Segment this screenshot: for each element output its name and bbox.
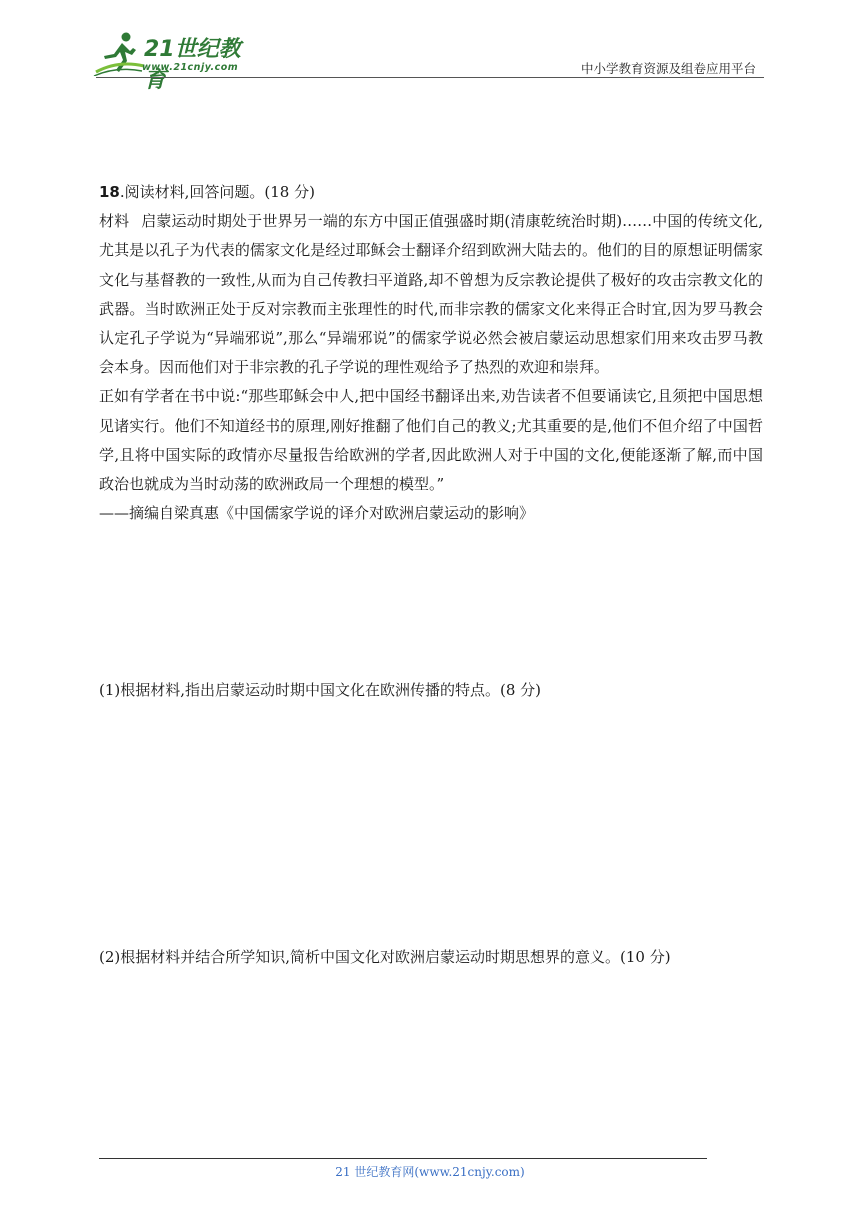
question-prompt bbox=[99, 178, 763, 207]
brand-url: www.21cnjy.com bbox=[142, 62, 239, 73]
page-header bbox=[0, 0, 860, 93]
question-18 bbox=[99, 178, 763, 528]
question-number: 18 bbox=[99, 183, 120, 201]
material-source: ——摘编自梁真惠《中国儒家学说的译介对欧洲启蒙运动的影响》 bbox=[99, 504, 535, 523]
sub-question-2: (2)根据材料并结合所学知识,简析中国文化对欧洲启蒙运动时期思想界的意义。(10 分) bbox=[99, 948, 671, 966]
runner-logo-icon bbox=[92, 30, 146, 76]
material-tag: 材料 bbox=[99, 212, 130, 231]
footer-link[interactable]: 21 世纪教育网(www.21cnjy.com) bbox=[335, 1165, 525, 1179]
site-logo[interactable] bbox=[92, 30, 262, 93]
material-paragraph-2: 正如有学者在书中说:“那些耶稣会中人,把中国经书翻译出来,劝告读者不但要诵读它,且须把中国思想见诸实行。他们不知道经书的原理,刚好推翻了他们自己的教义;尤其重要的是,他们不但介绍了中国哲学,且将中国实际的政情亦尽量报告给欧洲的学者,因此欧洲人对于中国的文化,便能逐渐了解,而中国政治也就成为当时动荡的欧洲政局一个理想的模型。” bbox=[99, 387, 763, 494]
material-text-1: 启蒙运动时期处于世界另一端的东方中国正值强盛时期(清康乾统治时期)……中国的传统文化,尤其是以孔子为代表的儒家文化是经过耶稣会士翻译介绍到欧洲大陆去的。他们的目的原想证明儒家文化与基督教的一致性,从而为自己传教扫平道路,却不曾想为反宗教论提供了极好的攻击宗教文化的武器。当时欧洲正处于反对宗教而主张理性的时代,而非宗教的儒家文化来得正合时宜,因为罗马教会认定孔子学说为“异端邪说”,那么“异端邪说”的儒家学说必然会被启蒙运动思想家们用来攻击罗马教会本身。因而他们对于非宗教的孔子学说的理性观给予了热烈的欢迎和崇拜。 bbox=[99, 212, 763, 377]
brand-name: 21世纪教育 bbox=[144, 37, 241, 93]
header-divider bbox=[96, 77, 764, 78]
question-prompt-text: .阅读材料,回答问题。(18 分) bbox=[119, 183, 315, 201]
footer-divider bbox=[99, 1158, 707, 1159]
sub-question-1: (1)根据材料,指出启蒙运动时期中国文化在欧洲传播的特点。(8 分) bbox=[99, 681, 542, 699]
material-paragraph-1 bbox=[99, 207, 763, 382]
header-tagline: 中小学教育资源及组卷应用平台 bbox=[580, 61, 756, 76]
